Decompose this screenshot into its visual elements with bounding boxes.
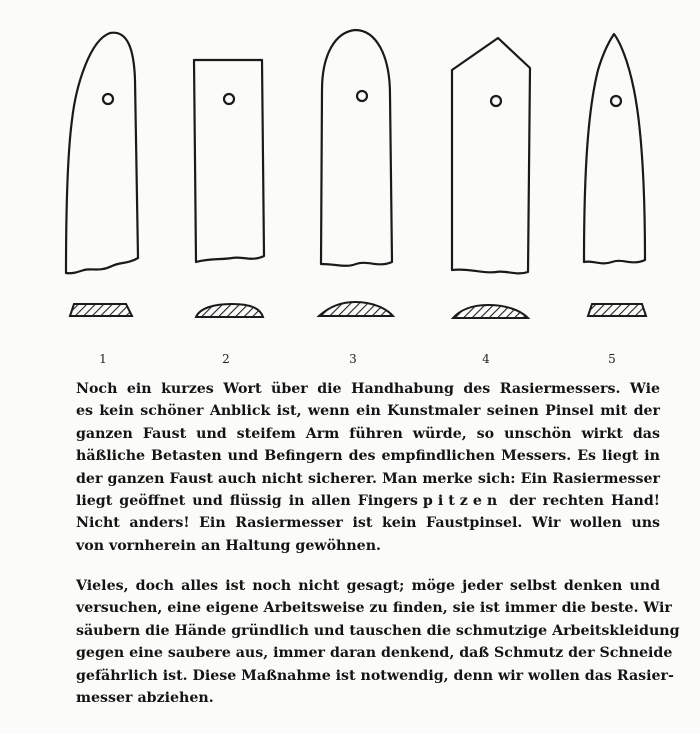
emphasized-word: spitzen xyxy=(409,493,503,510)
figure-number-3: 3 xyxy=(349,352,357,366)
figure-number-1: 1 xyxy=(99,352,107,366)
paragraph-1 xyxy=(76,378,660,557)
paragraph-line: ganzen Faust und steifem Arm führen würde, so unschön wirkt das xyxy=(76,425,660,442)
blade-5-hole xyxy=(611,96,621,106)
figure-number-4: 4 xyxy=(482,352,490,366)
figure-number-5: 5 xyxy=(608,352,616,366)
blade-4-hole xyxy=(491,96,501,106)
paragraph-line: Noch ein kurzes Wort über die Handhabung des Rasiermessers. Wie xyxy=(76,381,660,397)
blade-1-outline xyxy=(66,33,138,274)
cross-section-2 xyxy=(196,304,263,317)
paragraph-line: Nicht anders! Ein Rasiermesser ist kein Faustpinsel. Wir wollen uns xyxy=(76,515,660,532)
paragraph-line: säubern die Hände gründlich und tauschen die schmutzige Arbeitskleidung xyxy=(76,622,680,639)
blade-1-hole xyxy=(103,94,113,104)
blade-3-outline xyxy=(321,30,392,266)
line-part: der rechten Hand! xyxy=(502,493,661,510)
blade-4-outline xyxy=(452,38,530,273)
paragraph-line: der ganzen Faust auch nicht sicherer. Man merke sich: Ein Rasiermesser xyxy=(76,470,660,487)
cross-section-1 xyxy=(70,304,132,316)
blade-3-hole xyxy=(357,91,367,101)
paragraph-2 xyxy=(76,575,680,709)
paragraph-line: gegen eine saubere aus, immer daran denkend, daß Schmutz der Schneide xyxy=(76,645,673,662)
paragraph-line: häßliche Betasten und Befingern des empfindlichen Messers. Es liegt in xyxy=(76,448,660,465)
paragraph-line: messer abziehen. xyxy=(76,690,214,707)
paragraph-line-spaced xyxy=(76,490,660,512)
cross-section-4 xyxy=(453,305,528,318)
paragraph-line: es kein schöner Anblick ist, wenn ein Kunstmaler seinen Pinsel mit der xyxy=(76,403,660,420)
cross-section-5 xyxy=(588,304,646,316)
cross-section-3 xyxy=(319,302,393,316)
blade-5-outline xyxy=(584,34,645,263)
blade-2-hole xyxy=(224,94,234,104)
paragraph-line: gefährlich ist. Diese Maßnahme ist notwendig, denn wir wollen das Rasier- xyxy=(76,667,674,684)
paragraph-line: versuchen, eine eigene Arbeitsweise zu finden, sie ist immer die beste. Wir xyxy=(76,600,672,617)
figure-number-2: 2 xyxy=(222,352,230,366)
blade-2-outline xyxy=(194,60,264,262)
paragraph-line: von vornherein an Haltung gewöhnen. xyxy=(76,537,381,554)
line-part: liegt geöffnet und flüssig in allen Finger xyxy=(76,493,410,510)
paragraph-line: Vieles, doch alles ist noch nicht gesagt; möge jeder selbst denken und xyxy=(76,578,660,594)
